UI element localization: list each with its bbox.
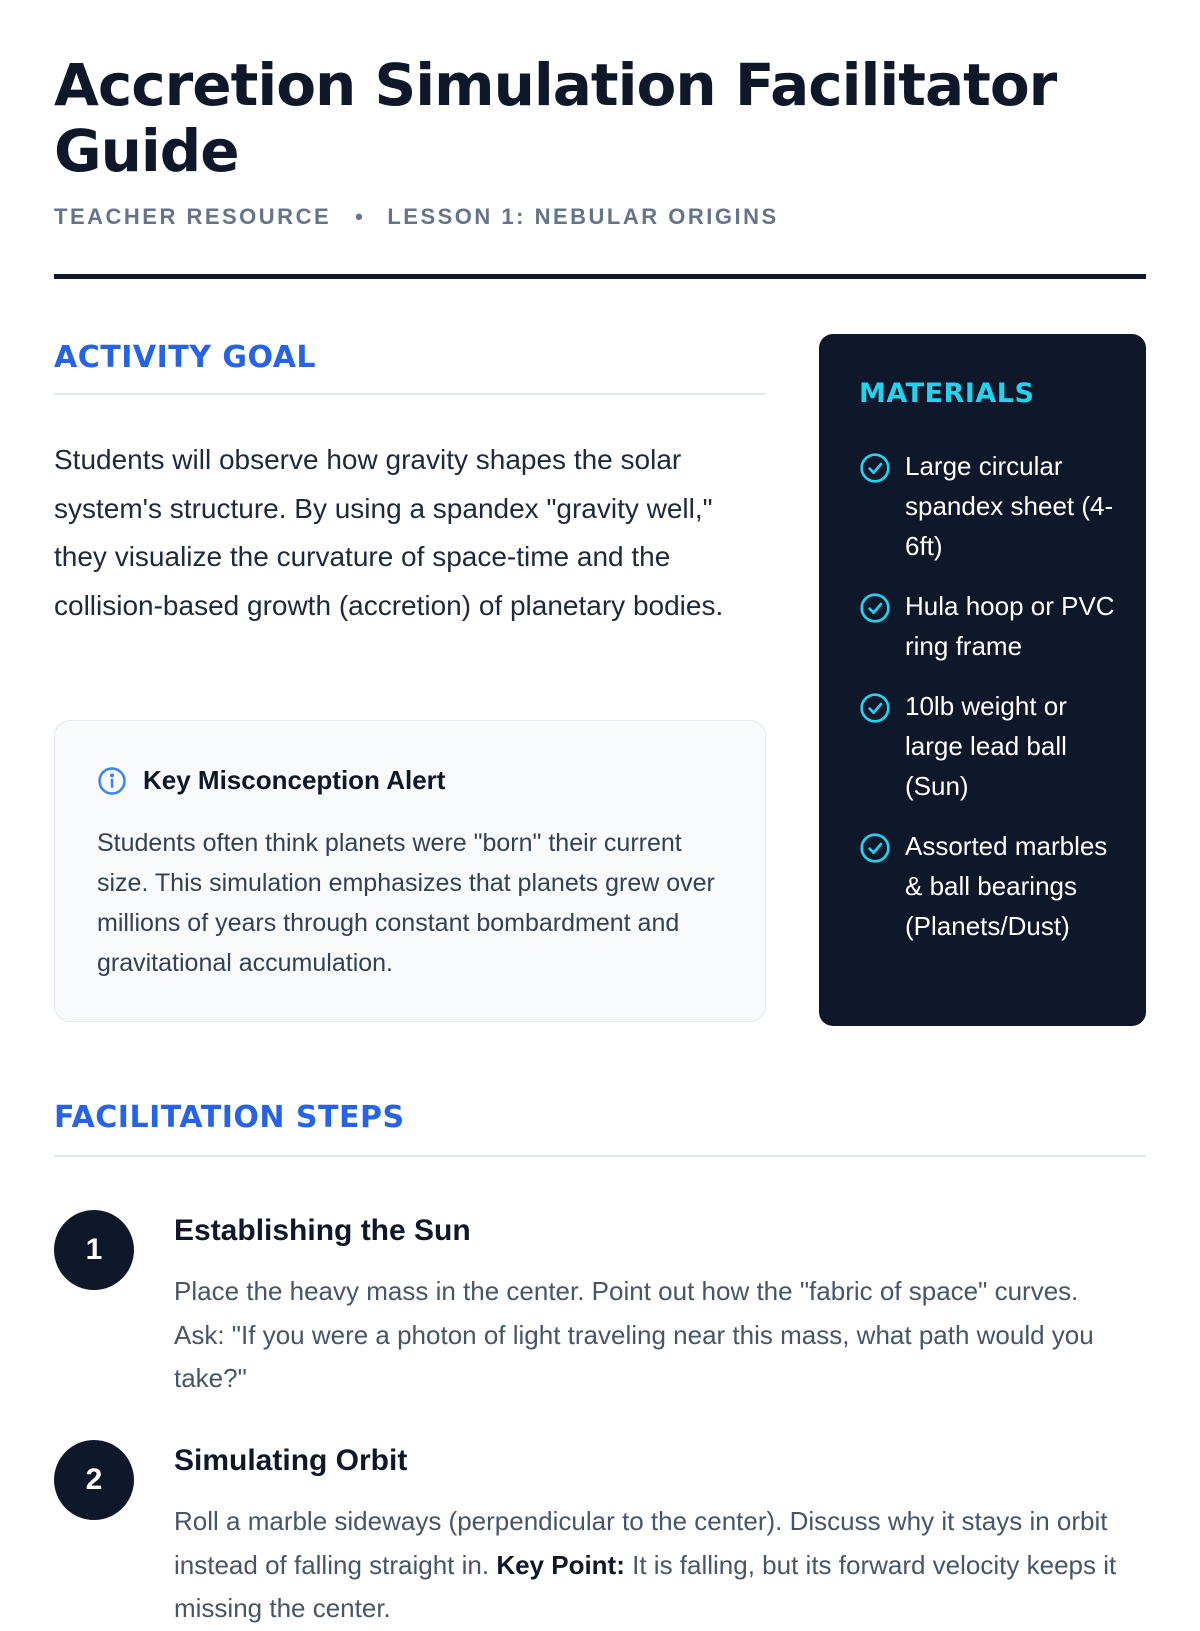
step-number-badge: 2 bbox=[54, 1440, 134, 1520]
facilitation-steps-divider bbox=[54, 1155, 1146, 1157]
materials-panel bbox=[819, 334, 1146, 1026]
info-icon bbox=[97, 766, 127, 796]
page-meta bbox=[54, 204, 779, 230]
meta-resource-type: TEACHER RESOURCE bbox=[54, 204, 332, 229]
activity-goal-divider bbox=[54, 393, 766, 395]
step-title: Establishing the Sun bbox=[174, 1214, 471, 1247]
activity-goal-heading: ACTIVITY GOAL bbox=[54, 340, 317, 375]
misconception-alert bbox=[54, 720, 766, 1022]
step-title: Simulating Orbit bbox=[174, 1444, 408, 1477]
materials-heading: MATERIALS bbox=[859, 378, 1035, 409]
page-title: Accretion Simulation Facilitator Guide bbox=[54, 51, 1057, 185]
step-body-text: It is falling, but its forward velocity keeps it missing the center. bbox=[174, 1549, 1117, 1623]
check-circle-icon bbox=[859, 692, 891, 724]
list-item bbox=[859, 686, 1119, 806]
step-body bbox=[174, 1500, 1134, 1631]
activity-goal-text: Students will observe how gravity shapes the solar system's structure. By using a spandex "gravity well," they visualize the curvature of space-time and the collision-based growth (accretion) of planetary bodies. bbox=[54, 444, 724, 621]
material-label: Large circular spandex sheet (4-6ft) bbox=[905, 451, 1114, 561]
alert-header bbox=[97, 765, 445, 796]
facilitation-steps-heading: FACILITATION STEPS bbox=[54, 1100, 405, 1135]
material-label: Assorted marbles & ball bearings (Planets/Dust) bbox=[905, 831, 1108, 941]
material-label: 10lb weight or large lead ball (Sun) bbox=[905, 691, 1067, 801]
material-label: Hula hoop or PVC ring frame bbox=[905, 591, 1115, 661]
key-point-label: Key Point: bbox=[496, 1549, 625, 1580]
step-number-badge: 1 bbox=[54, 1210, 134, 1290]
alert-text: Students often think planets were "born" their current size. This simulation emphasizes that planets grew over millions of years through constant bombardment and gravitational accumulation. bbox=[97, 829, 715, 977]
check-circle-icon bbox=[859, 592, 891, 624]
list-item bbox=[859, 826, 1119, 946]
meta-lesson: LESSON 1: NEBULAR ORIGINS bbox=[387, 204, 779, 229]
step-body: Place the heavy mass in the center. Point out how the "fabric of space" curves. Ask: "If you were a photon of light traveling near this mass, what path would you take?" bbox=[174, 1276, 1094, 1393]
check-circle-icon bbox=[859, 452, 891, 484]
alert-title: Key Misconception Alert bbox=[143, 765, 446, 795]
list-item bbox=[859, 586, 1119, 666]
header-divider bbox=[54, 274, 1146, 279]
list-item bbox=[859, 446, 1119, 566]
step-body-text: Roll a marble sideways (perpendicular to the center). Discuss why it stays in orbit instead of falling straight in. bbox=[174, 1506, 1108, 1580]
check-circle-icon bbox=[859, 832, 891, 864]
materials-list bbox=[859, 446, 1119, 966]
meta-separator: • bbox=[355, 204, 366, 229]
